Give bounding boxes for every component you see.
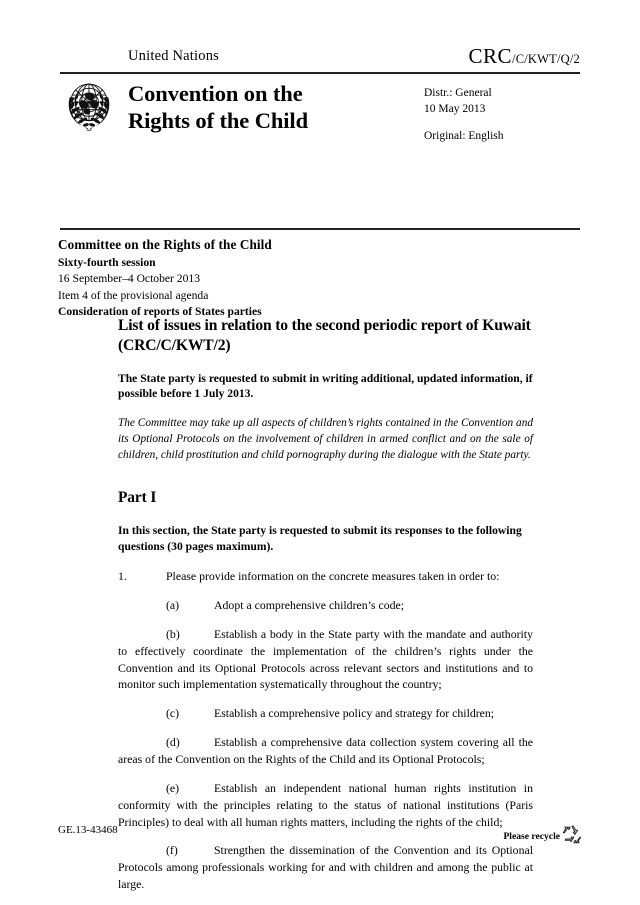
subitem-text: Strengthen the dissemination of the Convention and its Optional Protocols among professionals working for and with children and among the public at large. <box>118 843 533 892</box>
spacer <box>424 117 504 129</box>
committee-dates: 16 September–4 October 2013 <box>58 272 200 286</box>
section-instruction: In this section, the State party is requested to submit its responses to the following questions (30 pages maximum). <box>118 524 522 554</box>
subitem-letter: (e) <box>166 780 180 795</box>
list-item <box>118 734 533 768</box>
subitem-body <box>118 734 533 768</box>
distribution-type: Distr.: General <box>424 87 492 99</box>
masthead <box>60 44 580 68</box>
list-item <box>118 780 533 831</box>
distribution-date: 10 May 2013 <box>424 102 486 115</box>
list-item <box>118 597 533 614</box>
committee-block <box>58 236 458 321</box>
subitem-letter: (f) <box>166 843 178 858</box>
distribution-block <box>424 86 504 145</box>
question-item <box>118 568 533 585</box>
section-divider <box>60 228 580 230</box>
publication-title-line1: Convention on the <box>128 81 303 106</box>
committee-note: The Committee may take up all aspects of children’s rights contained in the Convention and its Optional Protocols on the involvement of children in armed conflict and on the sale of children, child prostitution and child pornography during the dialogue with the State party. <box>118 417 533 462</box>
original-language: Original: English <box>424 130 504 143</box>
subitem-letter: (a) <box>166 597 180 612</box>
document-title: List of issues in relation to the second periodic report of Kuwait (CRC/C/KWT/2) <box>118 317 531 355</box>
subitem-text: Establish a comprehensive policy and strategy for children; <box>214 706 495 721</box>
subitem-letter: (c) <box>166 706 180 721</box>
recycle-icon <box>562 824 582 844</box>
document-symbol-sub: /C/KWT/Q/2 <box>512 52 580 66</box>
recycle-label: Please recycle <box>503 831 560 842</box>
agenda-item: Item 4 of the provisional agenda <box>58 288 209 302</box>
recycle-notice <box>503 824 582 844</box>
agenda-topic: Consideration of reports of States parties <box>58 305 262 319</box>
subitem-text: Establish a body in the State party with the mandate and authority to effectively coordinate the implementation of the children’s rights under the Convention and its Optional Protocols across relevant sectors and institutions and to monitor such implementation systematically throughout the country; <box>118 626 533 692</box>
un-emblem <box>58 78 120 134</box>
publication-title-line2: Rights of the Child <box>128 108 309 134</box>
subitem-text: Establish an independent national human rights institution in conformity with the principles relating to the status of national institutions (Paris Principles) to deal with all human rights matters, including the rights of the child; <box>118 780 533 829</box>
document-symbol <box>469 44 581 69</box>
page-footer <box>58 824 582 842</box>
question-number: 1. <box>118 569 127 584</box>
list-item <box>118 626 533 693</box>
list-item <box>118 705 533 722</box>
question-text: Please provide information on the concrete measures taken in order to: <box>166 569 500 584</box>
committee-name: Committee on the Rights of the Child <box>58 237 272 252</box>
subitem-letter: (b) <box>166 626 180 641</box>
request-statement: The State party is requested to submit in writing additional, updated information, if possible before 1 July 2013. <box>118 371 533 401</box>
subitem-text: Establish a comprehensive data collection system covering all the areas of the Convention on the Rights of the Child and its Optional Protocols; <box>118 735 533 766</box>
subitem-body <box>118 842 533 893</box>
masthead-top-row <box>60 44 580 68</box>
masthead-divider <box>60 72 580 74</box>
document-body <box>118 316 533 893</box>
organization-name: United Nations <box>128 48 219 64</box>
subitem-body <box>118 626 533 693</box>
committee-session: Sixty-fourth session <box>58 255 156 269</box>
subitem-body <box>118 597 533 614</box>
subitem-letter: (d) <box>166 735 180 750</box>
part-heading: Part I <box>118 489 157 507</box>
document-symbol-main: CRC <box>468 44 513 68</box>
subitem-body <box>118 780 533 831</box>
subitem-text: Adopt a comprehensive children’s code; <box>214 597 404 612</box>
publication-title <box>128 80 308 135</box>
list-item <box>118 842 533 893</box>
subitem-body <box>118 705 533 722</box>
job-number: GE.13-43468 <box>58 824 118 836</box>
